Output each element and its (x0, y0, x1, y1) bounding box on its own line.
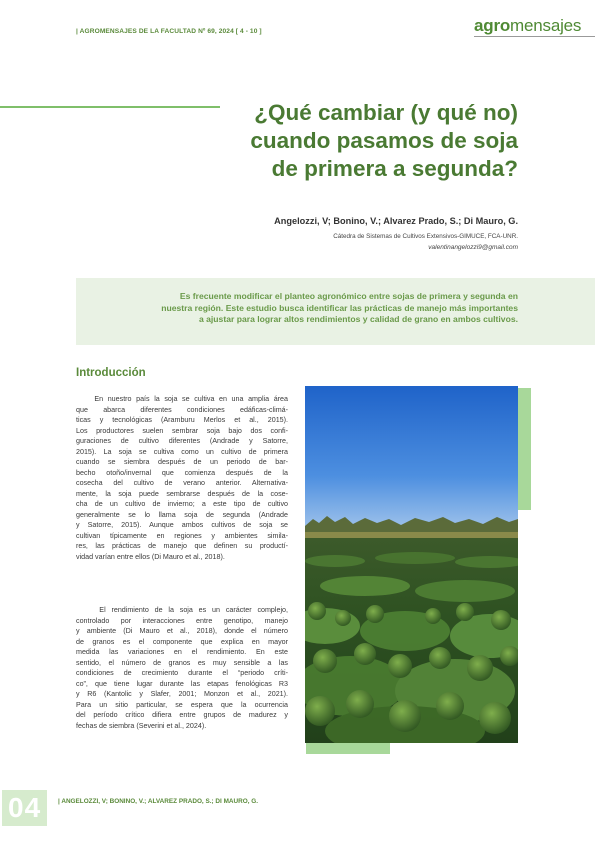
text-line: En nuestro país la soja se cultiva en una amplia área (76, 395, 288, 403)
running-header: | AGROMENSAJES DE LA FACULTAD Nº 69, 2024 [ 4 - 10 ] (76, 28, 262, 35)
text-line: y R6 (Kantolic y Slafer, 2001; Monzon et al., 2021). (76, 690, 288, 698)
author-affiliation: Cátedra de Sistemas de Cultivos Extensivos-GIMUCE, FCA-UNR. (333, 233, 518, 240)
author-email: valentinangelozzi9@gmail.com (428, 244, 518, 251)
text-line: del período crítico difiera entre grupos de madurez y (76, 711, 288, 719)
text-line: controlado por interacciones entre genotipo, manejo (76, 616, 288, 625)
text-line: cha de un cultivo de invierno; a este tipo de cultivo (76, 500, 288, 508)
article-authors: Angelozzi, V; Bonino, V.; Alvarez Prado, S.; Di Mauro, G. (274, 216, 518, 226)
text-line: generalmente se lo llama soja de segunda (Andrade (76, 510, 288, 519)
text-line: condiciones de crecimiento durante el “periodo críti- (76, 669, 288, 677)
abstract-text (98, 291, 518, 326)
text-line: que abarca diferentes condiciones edáficas-climá- (76, 405, 288, 414)
logo-underline (474, 36, 595, 37)
section-heading-introduccion: Introducción (76, 367, 146, 379)
soybean-field-photo (305, 386, 518, 743)
text-line: de granos es el componente que explica en mayor (76, 637, 288, 646)
page-number: 04 (2, 790, 47, 826)
abstract-line: a ajustar para lograr altos rendimientos y calidad de grano en ambos cultivos. (198, 314, 518, 324)
title-line: ¿Qué cambiar (y qué no) (254, 100, 518, 125)
logo-light-text: mensajes (510, 16, 582, 35)
text-line: El rendimiento de la soja es un carácter complejo, (76, 606, 288, 614)
article-title (138, 99, 518, 183)
text-line: cuando se siembra después de un periodo de bar- (76, 458, 288, 466)
text-line: sentido, el número de granos es muy sensible a las (76, 658, 288, 667)
text-line: mente, la soja puede sembrarse después de la cose- (76, 489, 288, 498)
title-line: cuando pasamos de soja (250, 128, 518, 153)
intro-paragraph-1 (76, 394, 288, 562)
text-line: Para un sitio particular, se espera que la ocurrencia (76, 700, 288, 709)
magazine-logo (474, 16, 581, 36)
intro-paragraph-2 (76, 605, 288, 731)
text-line: becho otoño/invernal que comienza después de la (76, 468, 288, 477)
photo-accent-bar (306, 742, 390, 754)
text-line: Los productores suelen sembrar soja bajo dos confi- (76, 426, 288, 435)
text-line: res, las prácticas de manejo que definen su productí- (76, 542, 288, 550)
text-line: y Satorre, 2015). Aunque ambos cultivos de soja se (76, 521, 288, 529)
text-line: vidad varían entre ellos (Di Mauro et al., 2018). (76, 552, 225, 561)
text-line: medida las variaciones en el rendimiento. En este (76, 648, 288, 656)
text-line: y ambiente (Di Mauro et al., 2018), donde el número (76, 627, 288, 635)
text-line: ticas y tecnológicas (Aramburu Merlos et al., 2015). (76, 416, 288, 424)
text-line: 2015). La soja se cultiva como un cultivo de primera (76, 447, 288, 456)
abstract-line: nuestra región. Este estudio busca identificar las prácticas de manejo más importantes (161, 302, 518, 313)
footer-running-authors: | ANGELOZZI, V; BONINO, V.; ALVAREZ PRADO, S.; DI MAURO, G. (58, 798, 259, 805)
abstract-line: Es frecuente modificar el planteo agronómico entre sojas de primera y segunda en (179, 291, 518, 301)
text-line: guraciones de cultivo diferentes (Andrade y Satorre, (76, 437, 288, 445)
text-line: cosecha del cultivo de verano anterior. Alternativa- (76, 479, 288, 487)
title-line: de primera a segunda? (271, 156, 518, 181)
logo-bold-text: agro (474, 16, 511, 35)
text-line: fechas de siembra (Severini et al., 2024). (76, 721, 207, 730)
text-line: cultivan típicamente en regiones y ambientes simila- (76, 531, 288, 540)
text-line: co”, que tiene lugar durante las etapas fenológicas R3 (76, 679, 288, 688)
